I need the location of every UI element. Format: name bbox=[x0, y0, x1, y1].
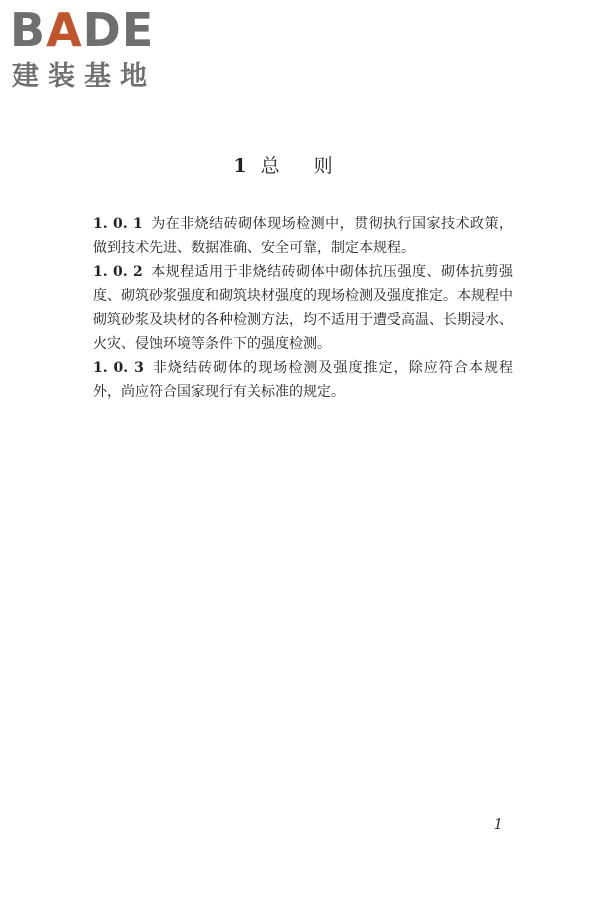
chapter-heading bbox=[0, 154, 600, 178]
logo-subtitle: 建装基地 bbox=[12, 61, 156, 92]
chapter-number: 1 bbox=[233, 155, 247, 177]
clause-1-0-2 bbox=[93, 260, 513, 356]
clause-text: 非烧结砖砌体的现场检测及强度推定，除应符合本规程外，尚应符合国家现行有关标准的规定。 bbox=[93, 360, 513, 400]
clause-text: 本规程适用于非烧结砖砌体中砌体抗压强度、砌体抗剪强度、砌筑砂浆强度和砌筑块材强度的现场检测及强度推定。本规程中砌筑砂浆及块材的各种检测方法，均不适用于遭受高温、长期浸水、火灾、侵蚀环境等条件下的强度检测。 bbox=[93, 264, 513, 352]
clause-number: 1. 0. 2 bbox=[93, 264, 143, 280]
clause-number: 1. 0. 3 bbox=[93, 360, 144, 376]
clause-1-0-1 bbox=[93, 212, 513, 260]
logo-letter-a-accent: A bbox=[46, 3, 83, 57]
clause-1-0-3 bbox=[93, 356, 513, 404]
logo-wordmark bbox=[10, 3, 155, 57]
page-number: 1 bbox=[493, 815, 503, 833]
logo-letters-de: DE bbox=[82, 3, 155, 57]
clause-list bbox=[93, 212, 513, 404]
clause-number: 1. 0. 1 bbox=[93, 216, 143, 232]
logo-letter-b: B bbox=[10, 3, 47, 57]
clause-text: 为在非烧结砖砌体现场检测中，贯彻执行国家技术政策，做到技术先进、数据准确、安全可靠，制定本规程。 bbox=[93, 216, 513, 256]
bade-logo bbox=[10, 3, 175, 94]
chapter-title: 总则 bbox=[260, 155, 367, 177]
